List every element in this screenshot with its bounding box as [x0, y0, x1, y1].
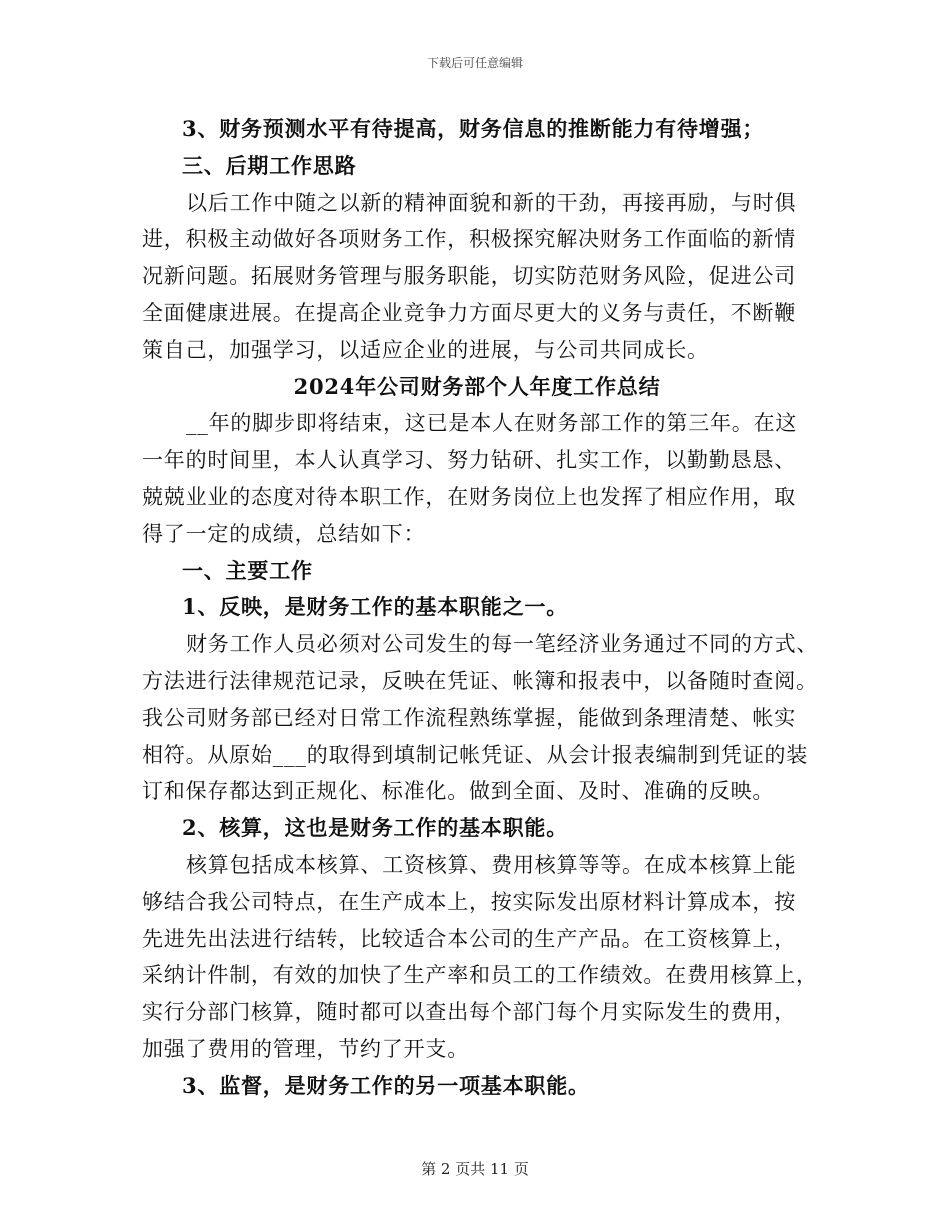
paragraph-line: 进，积极主动做好各项财务工作，积极探究解决财务工作面临的新情 [142, 227, 796, 252]
heading-line: 2、核算，这也是财务工作的基本职能。 [182, 815, 569, 841]
section-title: 2024年公司财务部个人年度工作总结 [293, 373, 661, 399]
paragraph-line: 订和保存都达到正规化、标准化。做到全面、及时、准确的反映。 [142, 779, 775, 804]
paragraph-line: 一年的时间里，本人认真学习、努力钻研、扎实工作，以勤勤恳恳、 [142, 448, 796, 473]
paragraph-line: 得了一定的成绩，总结如下： [142, 521, 426, 546]
paragraph-line: 够结合我公司特点，在生产成本上，按实际发出原材料计算成本，按 [142, 889, 796, 914]
paragraph-line: 我公司财务部已经对日常工作流程熟练掌握，能做到条理清楚、帐实 [142, 705, 796, 730]
heading-line: 1、反映，是财务工作的基本职能之一。 [182, 594, 569, 620]
paragraph-line: 财务工作人员必须对公司发生的每一笔经济业务通过不同的方式、 [186, 632, 819, 657]
paragraph-line: 策自己，加强学习，以适应企业的进展，与公司共同成长。 [142, 337, 709, 362]
heading-line: 一、主要工作 [182, 557, 313, 583]
paragraph-line: 加强了费用的管理，节约了开支。 [142, 1036, 469, 1061]
document-body [142, 111, 819, 1105]
paragraph-line: 况新问题。拓展财务管理与服务职能，切实防范财务风险，促进公司 [142, 264, 796, 289]
paragraph-line: 全面健康进展。在提高企业竞争力方面尽更大的义务与责任，不断鞭 [142, 300, 796, 325]
paragraph-line: 相符。从原始___的取得到填制记帐凭证、从会计报表编制到凭证的装 [142, 742, 809, 767]
heading-line: 3、监督，是财务工作的另一项基本职能。 [182, 1072, 590, 1098]
paragraph-line: 兢兢业业的态度对待本职工作，在财务岗位上也发挥了相应作用，取 [142, 484, 796, 509]
paragraph-line: 实行分部门核算，随时都可以查出每个部门每个月实际发生的费用， [142, 1000, 796, 1025]
paragraph-line: 以后工作中随之以新的精神面貌和新的干劲，再接再励，与时俱 [186, 190, 797, 215]
paragraph-line: 核算包括成本核算、工资核算、费用核算等等。在成本核算上能 [186, 852, 797, 877]
heading-line: 3、财务预测水平有待提高，财务信息的推断能力有待增强； [182, 116, 765, 141]
page-footer: 第 2 页共 11 页 [421, 1160, 529, 1178]
paragraph-line: 采纳计件制，有效的加快了生产率和员工的工作绩效。在费用核算上， [142, 963, 818, 988]
heading-line: 三、后期工作思路 [182, 152, 357, 178]
page-header: 下载后可任意编辑 [426, 56, 523, 70]
paragraph-line: 方法进行法律规范记录，反映在凭证、帐簿和报表中，以备随时查阅。 [142, 668, 818, 693]
paragraph-line: 先进先出法进行结转，比较适合本公司的生产产品。在工资核算上， [142, 926, 796, 951]
paragraph-line: __年的脚步即将结束，这已是本人在财务部工作的第三年。在这 [186, 411, 798, 436]
